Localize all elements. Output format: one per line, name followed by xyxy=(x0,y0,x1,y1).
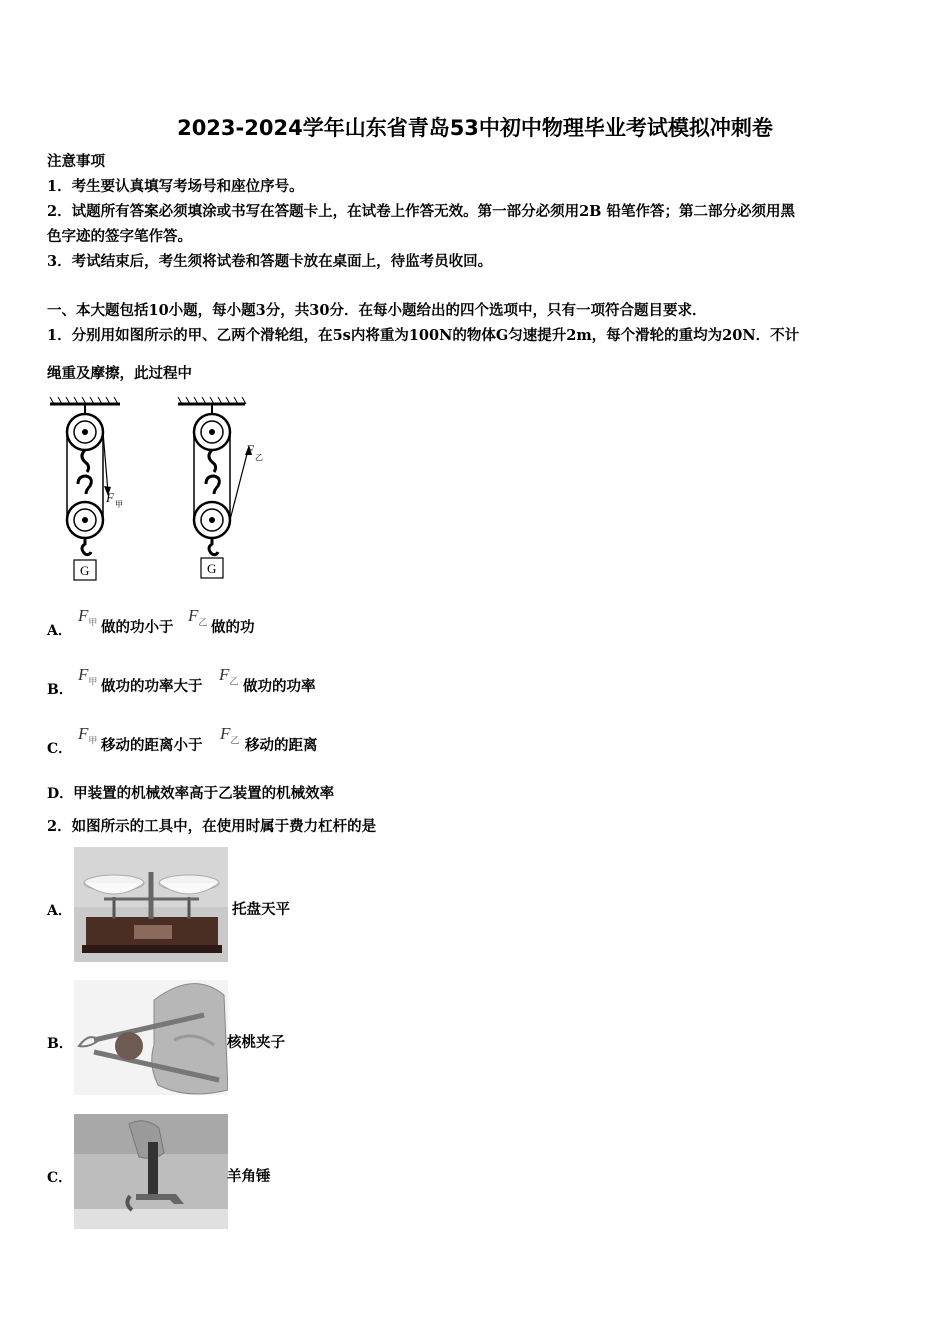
option-text: 做功的功率大于 xyxy=(101,678,203,695)
balance-image xyxy=(74,847,228,962)
notice-item-1: 1．考生要认真填写考场号和座位序号。 xyxy=(47,178,304,195)
option-text-end: 做的功 xyxy=(211,619,255,636)
option-text: 甲装置的机械效率高于乙装置的机械效率 xyxy=(73,785,335,802)
q2-stem: 2．如图所示的工具中，在使用时属于费力杠杆的是 xyxy=(47,818,377,835)
option-label: 托盘天平 xyxy=(232,901,290,918)
option-text-end: 移动的距离 xyxy=(245,737,318,754)
option-letter: B． xyxy=(47,682,73,698)
page-title: 2023-2024学年山东省青岛53中初中物理毕业考试模拟冲刺卷 xyxy=(177,116,773,140)
pulley-system-jia xyxy=(50,397,123,580)
force-symbol: $F_甲$ xyxy=(78,724,98,746)
option-letter: C． xyxy=(47,1170,73,1186)
q1-stem: 1．分别用如图所示的甲、乙两个滑轮组，在5s内将重为100N的物体G匀速提升2m，每个滑轮的重均为20N．不计 xyxy=(47,327,800,344)
force-label-yi: F xyxy=(246,442,254,457)
force-label-jia: F xyxy=(106,490,114,505)
option-text: 移动的距离小于 xyxy=(101,737,203,754)
force-symbol: $F_甲$ xyxy=(78,665,98,687)
option-letter: A． xyxy=(47,623,72,639)
option-text: 做的功小于 xyxy=(101,619,174,636)
option-letter: C． xyxy=(47,741,73,757)
q2-option-b[interactable] xyxy=(47,980,447,1096)
hammer-image xyxy=(74,1114,228,1229)
weight-label-yi: G xyxy=(207,561,217,576)
option-letter: B． xyxy=(47,1036,73,1052)
option-letter: A． xyxy=(47,903,72,919)
q1-option-d[interactable] xyxy=(47,783,334,804)
nutcracker-image xyxy=(74,980,228,1095)
force-symbol: $F_乙$ xyxy=(188,606,208,628)
q2-option-a[interactable] xyxy=(47,847,447,963)
notice-item-3: 3．考试结束后，考生须将试卷和答题卡放在桌面上，待监考员收回。 xyxy=(47,253,493,270)
force-symbol: $F_甲$ xyxy=(78,606,98,628)
section-intro: 一、本大题包括10小题，每小题3分，共30分．在每小题给出的四个选项中，只有一项符合题目要求． xyxy=(47,302,707,319)
notice-item-2: 2．试题所有答案必须填涂或书写在答题卡上，在试卷上作答无效。第一部分必须用2B 铅笔作答；第二部分必须用黑 xyxy=(47,203,795,220)
weight-label-jia: G xyxy=(80,563,90,578)
force-symbol: $F_乙$ xyxy=(219,665,239,687)
q2-option-c[interactable] xyxy=(47,1114,447,1230)
notice-heading: 注意事项 xyxy=(47,153,105,170)
force-sub-yi: 乙 xyxy=(255,453,263,462)
q1-stem-cont: 绳重及摩擦，此过程中 xyxy=(47,365,192,382)
pulley-figure xyxy=(40,392,280,592)
option-label: 核桃夹子 xyxy=(227,1034,285,1051)
option-text-end: 做功的功率 xyxy=(243,678,316,695)
pulley-system-yi xyxy=(178,397,263,578)
option-letter: D． xyxy=(47,786,74,802)
option-label: 羊角锤 xyxy=(227,1168,271,1185)
notice-item-2-cont: 色字迹的签字笔作答。 xyxy=(47,228,192,245)
force-sub-jia: 甲 xyxy=(115,500,123,509)
force-symbol: $F_乙$ xyxy=(220,724,240,746)
